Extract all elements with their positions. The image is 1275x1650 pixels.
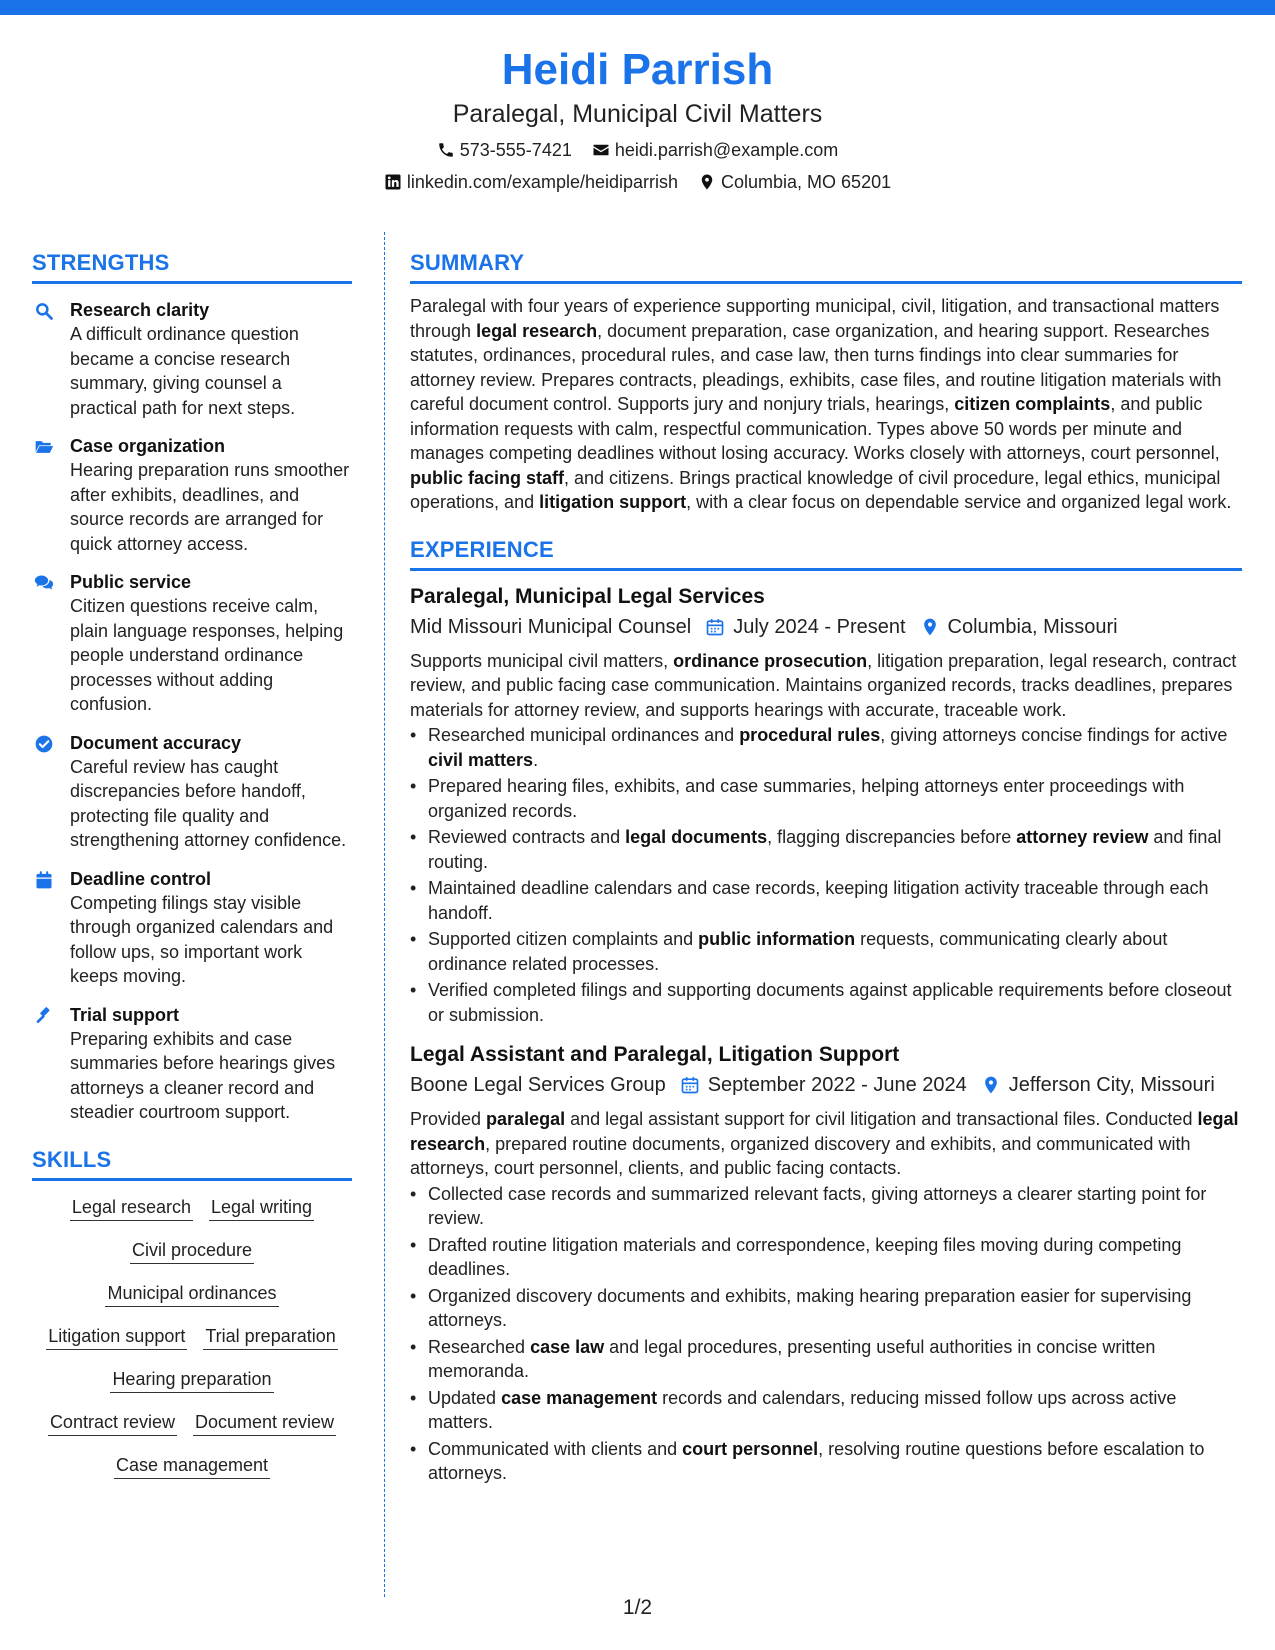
skill-row — [32, 1195, 352, 1221]
bullet-item: • Researched case law and legal procedures, presenting useful authorities in concise written memoranda. — [410, 1335, 1242, 1384]
skill-tag: Trial preparation — [203, 1324, 337, 1350]
skill-tag: Case management — [114, 1453, 270, 1479]
phone-text[interactable]: 573-555-7421 — [459, 140, 572, 160]
strength-body — [70, 570, 352, 717]
bullet-item: • Verified completed filings and supporting documents against applicable requirements before closeout or submission. — [410, 978, 1242, 1027]
bullet-item: • Researched municipal ordinances and procedural rules, giving attorneys concise findings for active civil matters. — [410, 723, 1242, 772]
strength-title: Public service — [70, 572, 192, 592]
linkedin-text[interactable]: linkedin.com/example/heidiparrish — [406, 172, 679, 192]
skill-tag: Civil procedure — [130, 1238, 254, 1264]
job-bullets — [410, 723, 1242, 1027]
bullet-item: • Updated case management records and calendars, reducing missed follow ups across active matters. — [410, 1386, 1242, 1435]
strength-description: Citizen questions receive calm, plain language responses, helping people understand ordinance processes without adding confusion. — [70, 596, 344, 714]
job-dates: September 2022 - June 2024 — [707, 1074, 967, 1096]
strength-body — [70, 731, 352, 853]
envelope-icon — [592, 141, 610, 159]
strength-title: Case organization — [70, 436, 226, 456]
bold-keyword: attorney review — [1016, 827, 1149, 847]
strength-body — [70, 298, 352, 420]
strength-item — [32, 298, 352, 420]
bold-keyword: legal research — [410, 1109, 1239, 1154]
bullet-item: • Reviewed contracts and legal documents, flagging discrepancies before attorney review and final routing. — [410, 825, 1242, 874]
skill-tag: Hearing preparation — [110, 1367, 273, 1393]
skill-row — [32, 1324, 352, 1350]
skill-tag: Municipal ordinances — [105, 1281, 278, 1307]
summary-heading: SUMMARY — [410, 250, 525, 275]
strengths-heading: STRENGTHS — [32, 250, 170, 275]
skills-list — [32, 1195, 352, 1479]
bold-keyword: ordinance prosecution — [673, 650, 868, 671]
bold-keyword: court personnel — [682, 1438, 819, 1459]
job-entry — [410, 583, 1242, 1028]
strength-title: Trial support — [70, 1004, 180, 1025]
bullet-item: • Drafted routine litigation materials and correspondence, keeping files moving during competing deadlines. — [410, 1233, 1242, 1282]
job-description: Supports municipal civil matters, ordinance prosecution, litigation preparation, legal research, contract review, and public facing case communication. Maintains organized records, tracks deadlines, prepares materials for attorney review, and supports hearings with accurate, traceable work. — [410, 650, 1237, 720]
bold-keyword: paralegal — [486, 1109, 566, 1129]
job-bullets — [410, 1182, 1242, 1486]
skill-row — [32, 1453, 352, 1479]
column-divider — [384, 232, 385, 1597]
skill-row — [32, 1367, 352, 1393]
location-contact — [698, 170, 891, 194]
bullet-item: • Maintained deadline calendars and case records, keeping litigation activity traceable through each handoff. — [410, 876, 1242, 925]
strength-description: Hearing preparation runs smoother after exhibits, deadlines, and source records are arranged for quick attorney access. — [70, 460, 350, 554]
comments-icon — [32, 570, 70, 717]
contact-row-2 — [0, 170, 1275, 194]
calendar-icon — [32, 867, 70, 989]
search-icon — [32, 298, 70, 420]
bold-keyword: legal documents — [625, 827, 768, 847]
strength-body — [70, 434, 352, 556]
skill-tag: Litigation support — [46, 1324, 187, 1350]
resume-header — [0, 42, 1275, 194]
strengths-list — [32, 298, 352, 1125]
linkedin-icon — [384, 173, 402, 191]
strength-title: Document accuracy — [70, 732, 242, 753]
skill-tag: Legal writing — [209, 1195, 314, 1221]
map-marker-icon — [698, 173, 716, 191]
skill-row — [32, 1281, 352, 1307]
summary-text: Paralegal with four years of experience supporting municipal, civil, litigation, and transactional matters through legal research, document preparation, case organization, and hearing support. Researches statutes, ordinances, procedural rules, and case law, then turns findings into clear summaries for attorney review. Prepares contracts, pleadings, exhibits, case files, and routine litigation materials with careful document control. Supports jury and nonjury trials, hearings, citizen complaints, and public information requests with calm, respectful communication. Types above 50 words per minute and manages competing deadlines without losing accuracy. Works closely with attorneys, court personnel, public facing staff, and citizens. Brings practical knowledge of civil procedure, legal ethics, municipal operations, and litigation support, with a clear focus on dependable service and organized legal work. — [410, 296, 1232, 512]
bold-keyword: public facing staff — [410, 467, 565, 488]
skill-row — [32, 1238, 352, 1264]
strength-description: A difficult ordinance question became a concise research summary, giving counsel a practical path for next steps. — [70, 324, 299, 418]
bullet-item: • Supported citizen complaints and public information requests, communicating clearly about ordinance related processes. — [410, 927, 1242, 976]
bold-keyword: civil matters — [428, 749, 534, 770]
job-title: Paralegal, Municipal Legal Services — [410, 584, 765, 608]
bullet-item: • Collected case records and summarized relevant facts, giving attorneys a clearer starting point for review. — [410, 1182, 1242, 1231]
strength-body — [70, 1003, 352, 1125]
summary-rule — [410, 281, 1242, 284]
left-column — [32, 248, 352, 1496]
strength-title: Deadline control — [70, 868, 212, 889]
skill-row — [32, 1410, 352, 1436]
job-description: Provided paralegal and legal assistant support for civil litigation and transactional files. Conducted legal research, prepared routine documents, organized discovery and exhibits, and communicated with attorneys, court personnel, clients, and public facing contacts. — [410, 1109, 1239, 1178]
phone-contact — [437, 138, 572, 162]
page-number: 1/2 — [622, 1596, 653, 1619]
job-location: Jefferson City, Missouri — [1008, 1074, 1215, 1096]
top-accent-bar — [0, 0, 1275, 15]
gavel-icon — [32, 1003, 70, 1125]
candidate-title: Paralegal, Municipal Civil Matters — [452, 100, 823, 128]
strengths-rule — [32, 281, 352, 284]
bullet-item: • Organized discovery documents and exhibits, making hearing preparation easier for supervising attorneys. — [410, 1284, 1242, 1333]
strength-body — [70, 867, 352, 989]
strength-item — [32, 867, 352, 989]
map-marker-icon — [981, 1075, 1001, 1095]
phone-icon — [437, 141, 455, 159]
strength-description: Careful review has caught discrepancies before handoff, protecting file quality and strengthening attorney confidence. — [70, 756, 347, 850]
map-marker-icon — [920, 617, 940, 637]
skills-heading: SKILLS — [32, 1146, 112, 1172]
experience-heading: EXPERIENCE — [410, 536, 554, 562]
check-circle-icon — [32, 731, 70, 853]
skill-tag: Document review — [193, 1410, 336, 1436]
linkedin-contact — [384, 170, 678, 194]
strength-description: Competing filings stay visible through organized calendars and follow ups, so important work keeps moving. — [70, 892, 334, 986]
experience-rule — [410, 568, 1242, 571]
email-contact — [592, 138, 838, 162]
calendar-icon — [705, 617, 725, 637]
strength-item — [32, 434, 352, 556]
job-title: Legal Assistant and Paralegal, Litigation Support — [410, 1043, 900, 1066]
strength-item — [32, 570, 352, 717]
bullet-item: • Prepared hearing files, exhibits, and case summaries, helping attorneys enter proceedings with organized records. — [410, 774, 1242, 823]
contact-row-1 — [0, 138, 1275, 162]
strength-item — [32, 1003, 352, 1125]
folder-open-icon — [32, 434, 70, 556]
job-location: Columbia, Missouri — [947, 615, 1118, 638]
job-meta — [410, 1071, 1242, 1099]
bold-keyword: litigation support — [539, 492, 687, 512]
job-company: Boone Legal Services Group — [410, 1074, 666, 1096]
bold-keyword: citizen complaints — [954, 394, 1111, 414]
skill-tag: Contract review — [48, 1410, 177, 1436]
bold-keyword: public information — [698, 929, 856, 949]
bold-keyword: case management — [501, 1387, 658, 1408]
strength-title: Research clarity — [70, 300, 210, 320]
candidate-name: Heidi Parrish — [501, 45, 774, 94]
job-dates: July 2024 - Present — [733, 615, 906, 638]
calendar-icon — [680, 1075, 700, 1095]
job-entry — [410, 1041, 1242, 1486]
job-company: Mid Missouri Municipal Counsel — [410, 615, 692, 638]
bold-keyword: case law — [530, 1336, 605, 1357]
skill-tag: Legal research — [70, 1195, 193, 1221]
job-meta — [410, 613, 1242, 641]
bullet-item: • Communicated with clients and court personnel, resolving routine questions before escalation to attorneys. — [410, 1437, 1242, 1486]
strength-description: Preparing exhibits and case summaries before hearings gives attorneys a cleaner record and steadier courtroom support. — [70, 1028, 336, 1122]
bold-keyword: procedural rules — [739, 725, 881, 745]
skills-rule — [32, 1178, 352, 1181]
location-text: Columbia, MO 65201 — [721, 172, 892, 192]
right-column — [410, 248, 1242, 1488]
email-text[interactable]: heidi.parrish@example.com — [614, 140, 839, 160]
bold-keyword: legal research — [476, 320, 598, 341]
strength-item — [32, 731, 352, 853]
